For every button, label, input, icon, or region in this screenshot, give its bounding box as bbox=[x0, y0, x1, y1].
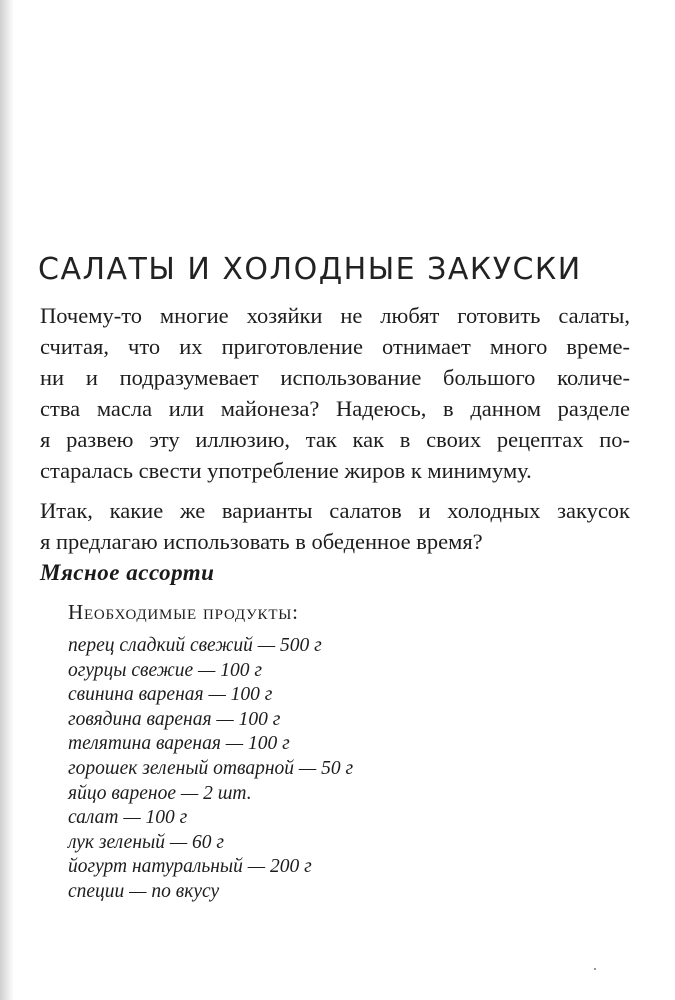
ingredient-item: специи — по вкусу bbox=[68, 880, 220, 902]
intro-line: Итак, какие же варианты салатов и холодных закусок bbox=[40, 498, 630, 523]
ingredients-heading: Необходимые продукты: bbox=[68, 600, 299, 624]
intro-line: я предлагаю использовать в обеденное время? bbox=[40, 529, 483, 554]
ingredient-item: свинина вареная — 100 г bbox=[68, 684, 273, 706]
ingredient-item: телятина вареная — 100 г bbox=[68, 733, 290, 755]
page-edge-shadow bbox=[0, 0, 14, 1000]
ingredient-item: перец сладкий свежий — 500 г bbox=[68, 635, 322, 656]
intro-text bbox=[40, 300, 630, 557]
ingredient-item: горошек зеленый отварной — 50 г bbox=[68, 757, 354, 779]
ingredient-item: лук зеленый — 60 г bbox=[68, 831, 225, 853]
ingredient-item: яйцо вареное — 2 шт. bbox=[68, 782, 252, 804]
intro-line: ни и подразумевает использование большого количе- bbox=[40, 365, 630, 390]
ingredient-item: огурцы свежие — 100 г bbox=[68, 659, 262, 681]
recipe-title: Мясное ассорти bbox=[40, 560, 215, 585]
scan-speck bbox=[594, 968, 596, 970]
intro-line: я развею эту иллюзию, так как в своих рецептах по- bbox=[40, 427, 630, 452]
intro-line: ства масла или майонеза? Надеюсь, в данном разделе bbox=[40, 396, 630, 421]
intro-line: считая, что их приготовление отнимает много време- bbox=[40, 334, 630, 359]
intro-line: старалась свести употребление жиров к минимуму. bbox=[40, 458, 532, 483]
ingredient-item: говядина вареная — 100 г bbox=[68, 708, 281, 730]
ingredient-item: салат — 100 г bbox=[68, 807, 188, 829]
intro-line: Почему-то многие хозяйки не любят готовить салаты, bbox=[40, 303, 630, 328]
chapter-title: САЛАТЫ И ХОЛОДНЫЕ ЗАКУСКИ bbox=[38, 252, 582, 287]
ingredient-item: йогурт натуральный — 200 г bbox=[68, 856, 312, 878]
ingredients-list bbox=[68, 634, 353, 905]
